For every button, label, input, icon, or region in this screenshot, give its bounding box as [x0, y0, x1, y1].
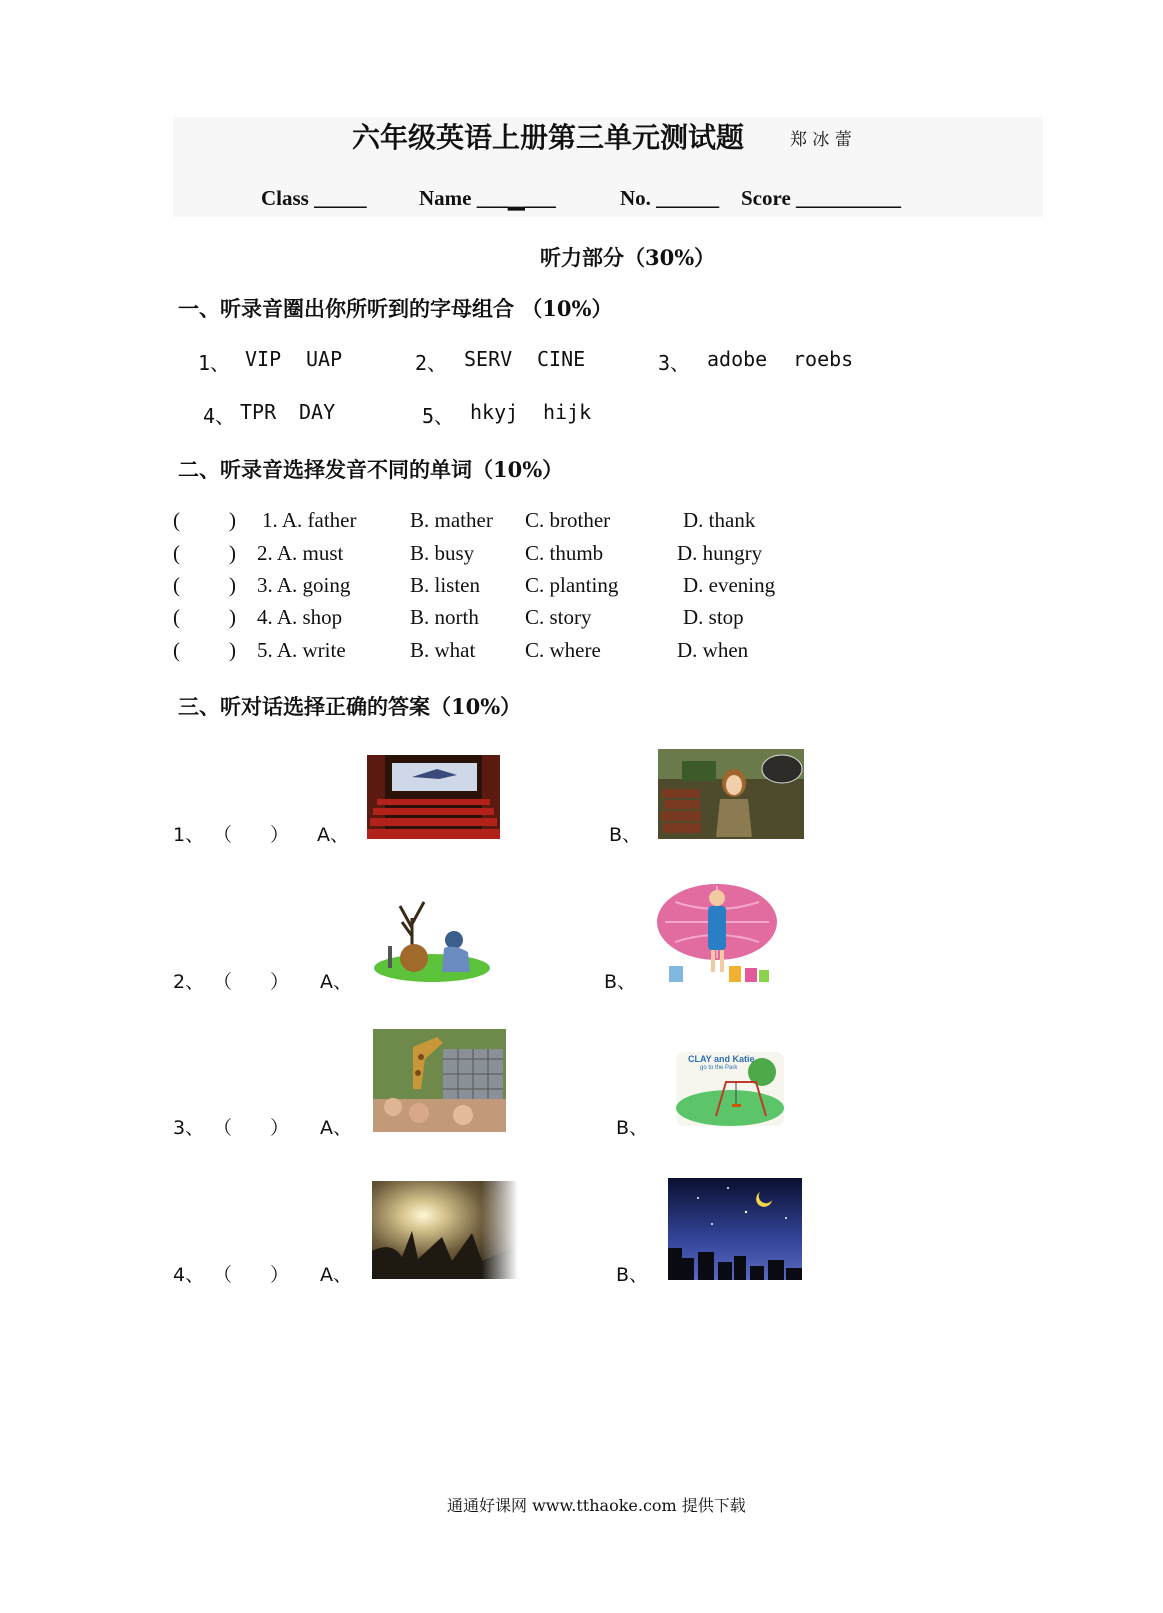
s2-q3-option-a: 3. A. going [257, 573, 351, 597]
s2-q5-option-a: 5. A. write [257, 638, 346, 662]
teacher-with-books-image[interactable] [658, 749, 804, 839]
s3-q2-num: 2、 [173, 971, 205, 993]
s3-q1-num: 1、 [173, 824, 205, 846]
park-book-title: CLAY and Katie [688, 1054, 755, 1064]
s1-item4-b[interactable]: DAY [299, 400, 336, 424]
s1-item2-num: 2、 [415, 351, 448, 375]
answer-paren-open[interactable]: ( [173, 541, 180, 565]
answer-paren-open[interactable]: ( [173, 605, 180, 629]
s3-q3-label-b: B、 [616, 1117, 649, 1139]
name-field[interactable]: Name ___▁___ [419, 186, 556, 210]
s2-q2-option-c: C. thumb [525, 541, 604, 565]
s2-q5-option-d: D. when [677, 638, 749, 662]
s1-item4-num: 4、 [203, 404, 236, 428]
s1-item1-b[interactable]: UAP [306, 347, 343, 371]
answer-paren-close[interactable]: ) [229, 605, 236, 629]
score-field[interactable]: Score __________ [741, 186, 902, 210]
s2-q4-option-a: 4. A. shop [257, 605, 343, 629]
section3-title: 三、听对话选择正确的答案（10%） [178, 694, 522, 719]
class-field[interactable]: Class _____ [261, 186, 367, 210]
s2-q3-option-b: B. listen [410, 573, 481, 597]
answer-paren-open[interactable]: ( [173, 573, 180, 597]
planting-tree-image[interactable] [372, 888, 492, 986]
s3-q1-label-a: A、 [317, 824, 349, 846]
sunset-image[interactable] [372, 1181, 518, 1279]
s2-q2-option-b: B. busy [410, 541, 475, 565]
footer-source: 通通好课网 www.tthaoke.com 提供下载 [447, 1496, 746, 1515]
s2-q2-option-a: 2. A. must [257, 541, 344, 565]
number-field[interactable]: No. ______ [620, 186, 720, 210]
section2-title: 二、听录音选择发音不同的单词（10%） [178, 457, 564, 482]
teacher-name: 郑 冰 蕾 [790, 130, 852, 150]
park-book-subtitle: go to the Park [700, 1065, 738, 1071]
s3-q4-answer-paren[interactable]: （ ） [213, 1264, 290, 1286]
s1-item2-a[interactable]: SERV [464, 347, 513, 371]
s2-q2-option-d: D. hungry [677, 541, 763, 565]
s1-item5-num: 5、 [422, 404, 455, 428]
s3-q4-num: 4、 [173, 1264, 205, 1286]
s3-q4-label-a: A、 [320, 1264, 352, 1286]
s2-q3-option-d: D. evening [683, 573, 776, 597]
park-playground-image[interactable] [676, 1052, 784, 1126]
s1-item5-a[interactable]: hkyj [470, 400, 519, 424]
s2-q5-option-b: B. what [410, 638, 476, 662]
s2-q5-option-c: C. where [525, 638, 601, 662]
s1-item1-num: 1、 [198, 351, 231, 375]
s3-q2-answer-paren[interactable]: （ ） [213, 971, 290, 993]
s1-item1-a[interactable]: VIP [245, 347, 282, 371]
s1-item4-a[interactable]: TPR [240, 400, 277, 424]
s1-item3-b[interactable]: roebs [793, 347, 854, 371]
answer-paren-close[interactable]: ) [229, 508, 236, 532]
s2-q4-option-d: D. stop [683, 605, 744, 629]
answer-paren-close[interactable]: ) [229, 638, 236, 662]
s3-q1-answer-paren[interactable]: （ ） [213, 824, 290, 846]
giraffe-zoo-image[interactable] [373, 1029, 506, 1132]
s1-item2-b[interactable]: CINE [537, 347, 586, 371]
s1-item3-num: 3、 [658, 351, 691, 375]
listening-part-title: 听力部分（30%） [540, 245, 716, 270]
s3-q1-label-b: B、 [609, 824, 642, 846]
s2-q1-option-b: B. mather [410, 508, 493, 532]
s2-q3-option-c: C. planting [525, 573, 619, 597]
cinema-hall-image[interactable] [367, 755, 500, 839]
s3-q4-label-b: B、 [616, 1264, 649, 1286]
shopping-woman-image[interactable] [655, 882, 780, 986]
s3-q3-num: 3、 [173, 1117, 205, 1139]
answer-paren-close[interactable]: ) [229, 573, 236, 597]
page-title: 六年级英语上册第三单元测试题 [352, 121, 745, 154]
s2-q1-option-c: C. brother [525, 508, 611, 532]
s2-q4-option-b: B. north [410, 605, 479, 629]
s1-item5-b[interactable]: hijk [543, 400, 592, 424]
answer-paren-open[interactable]: ( [173, 638, 180, 662]
section1-title: 一、听录音圈出你所听到的字母组合 （10%） [178, 296, 613, 321]
answer-paren-close[interactable]: ) [229, 541, 236, 565]
s3-q3-label-a: A、 [320, 1117, 352, 1139]
answer-paren-open[interactable]: ( [173, 508, 180, 532]
s2-q1-option-a: 1. A. father [262, 508, 357, 532]
s3-q3-answer-paren[interactable]: （ ） [213, 1117, 290, 1139]
s3-q2-label-b: B、 [604, 971, 637, 993]
s2-q4-option-c: C. story [525, 605, 592, 629]
night-city-image[interactable] [668, 1178, 802, 1280]
s1-item3-a[interactable]: adobe [707, 347, 768, 371]
s2-q1-option-d: D. thank [683, 508, 756, 532]
s3-q2-label-a: A、 [320, 971, 352, 993]
